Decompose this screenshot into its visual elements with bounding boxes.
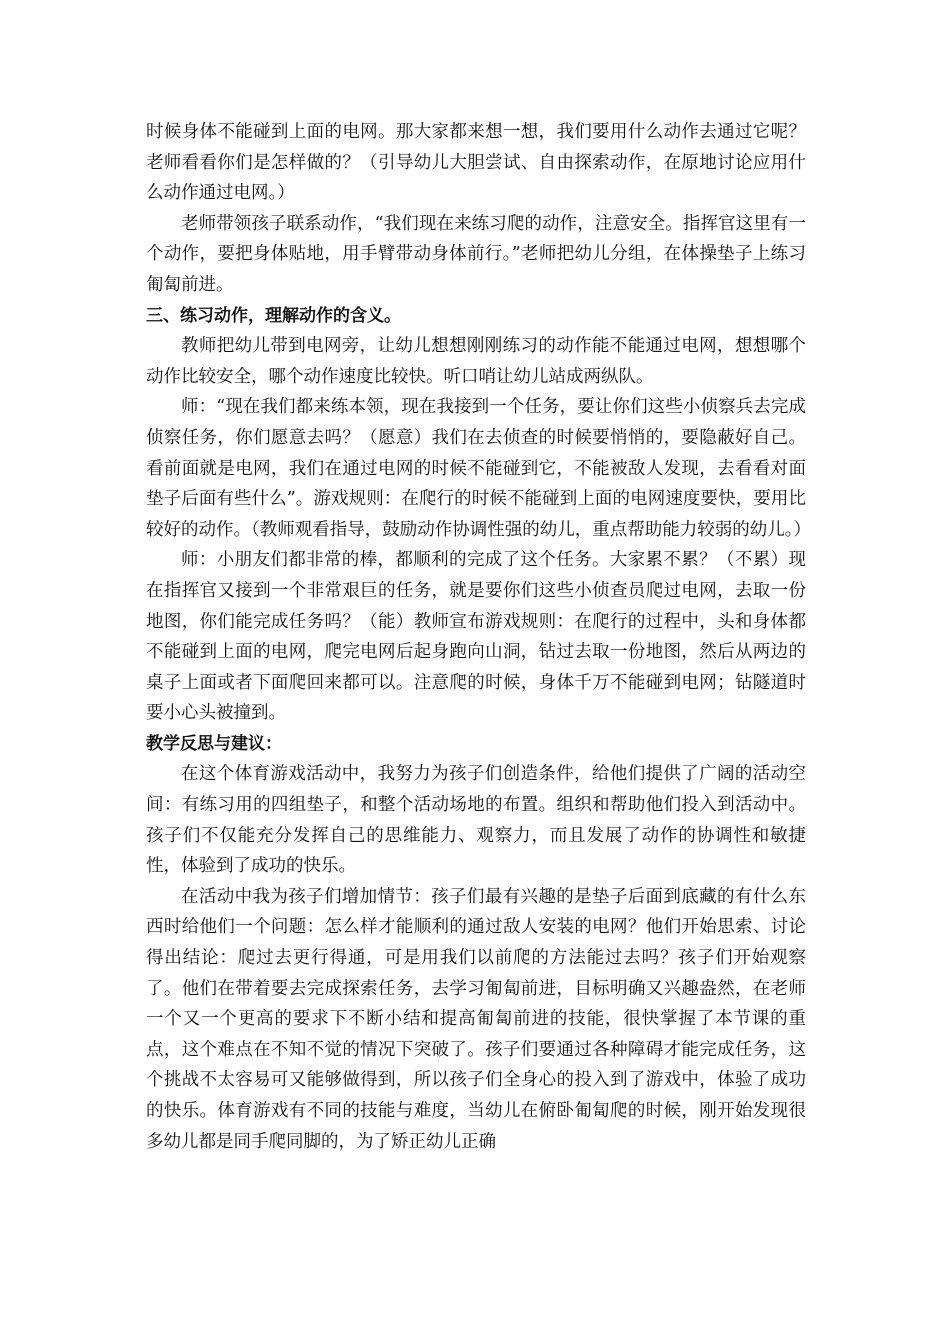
paragraph-reflection-2: 在活动中我为孩子们增加情节：孩子们最有兴趣的是垫子后面到底藏的有什么东西时给他们一个问题：怎么样才能顺利的通过敌人安装的电网？他们开始思索、讨论得出结论：爬过去更行得通，可是用我们以前爬的方法能过去吗？孩子们开始观察了。他们在带着要去完成探索任务，去学习匍匐前进，目标明确又兴趣盎然，在老师一个又一个更高的要求下不断小结和提高匍匐前进的技能，很快掌握了本节课的重点，这个难点在不知不觉的情况下突破了。孩子们要通过各种障碍才能完成任务，这个挑战不太容易可又能够做得到，所以孩子们全身心的投入到了游戏中，体验了成功的快乐。体育游戏有不同的技能与难度，当幼儿在俯卧匍匐爬的时候，刚开始发现很多幼儿都是同手爬同脚的，为了矫正幼儿正确 bbox=[146, 886, 806, 1152]
document-body bbox=[146, 117, 811, 1157]
paragraph-reflection-1: 在这个体育游戏活动中，我努力为孩子们创造条件，给他们提供了广阔的活动空间：有练习用的四组垫子，和整个活动场地的布置。组织和帮助他们投入到活动中。孩子们不仅能充分发挥自己的思维能力、观察力，而且发展了动作的协调性和敏捷性，体验到了成功的快乐。 bbox=[146, 764, 806, 877]
paragraph-map-task: 师：小朋友们都非常的棒，都顺利的完成了这个任务。大家累不累？（不累）现在指挥官又接到一个非常艰巨的任务，就是要你们这些小侦查员爬过电网，去取一份地图，你们能完成任务吗？（能）教师宣布游戏规则：在爬行的过程中，头和身体都不能碰到上面的电网，爬完电网后起身跑向山洞，钻过去取一份地图，然后从两边的桌子上面或者下面爬回来都可以。注意爬的时候，身体千万不能碰到电网；钻隧道时要小心头被撞到。 bbox=[146, 550, 806, 724]
paragraph-continued: 时候身体不能碰到上面的电网。那大家都来想一想，我们要用什么动作去通过它呢？老师看看你们是怎样做的？（引导幼儿大胆尝试、自由探索动作，在原地讨论应用什么动作通过电网。） bbox=[146, 122, 806, 204]
paragraph-teacher-leads: 教师把幼儿带到电网旁，让幼儿想想刚刚练习的动作能不能通过电网，想想哪个动作比较安全，哪个动作速度比较快。听口哨让幼儿站成两纵队。 bbox=[146, 336, 806, 387]
paragraph-scout-task: 师：“现在我们都来练本领，现在我接到一个任务，要让你们这些小侦察兵去完成侦察任务，你们愿意去吗？（愿意）我们在去侦查的时候要悄悄的，要隐蔽好自己。看前面就是电网，我们在通过电网的时候不能碰到它，不能被敌人发现，去看看对面垫子后面有些什么”。游戏规则：在爬行的时候不能碰到上面的电网速度要快，要用比较好的动作。（教师观看指导，鼓励动作协调性强的幼儿，重点帮助能力较弱的幼儿。） bbox=[146, 397, 811, 540]
section-heading-reflection: 教学反思与建议： bbox=[146, 733, 282, 754]
paragraph-practice-crawling: 老师带领孩子联系动作，“我们现在来练习爬的动作，注意安全。指挥官这里有一个动作，要把身体贴地，用手臂带动身体前行。”老师把幼儿分组，在体操垫子上练习匍匐前进。 bbox=[146, 213, 806, 295]
section-heading-3: 三、练习动作，理解动作的含义。 bbox=[146, 305, 401, 326]
